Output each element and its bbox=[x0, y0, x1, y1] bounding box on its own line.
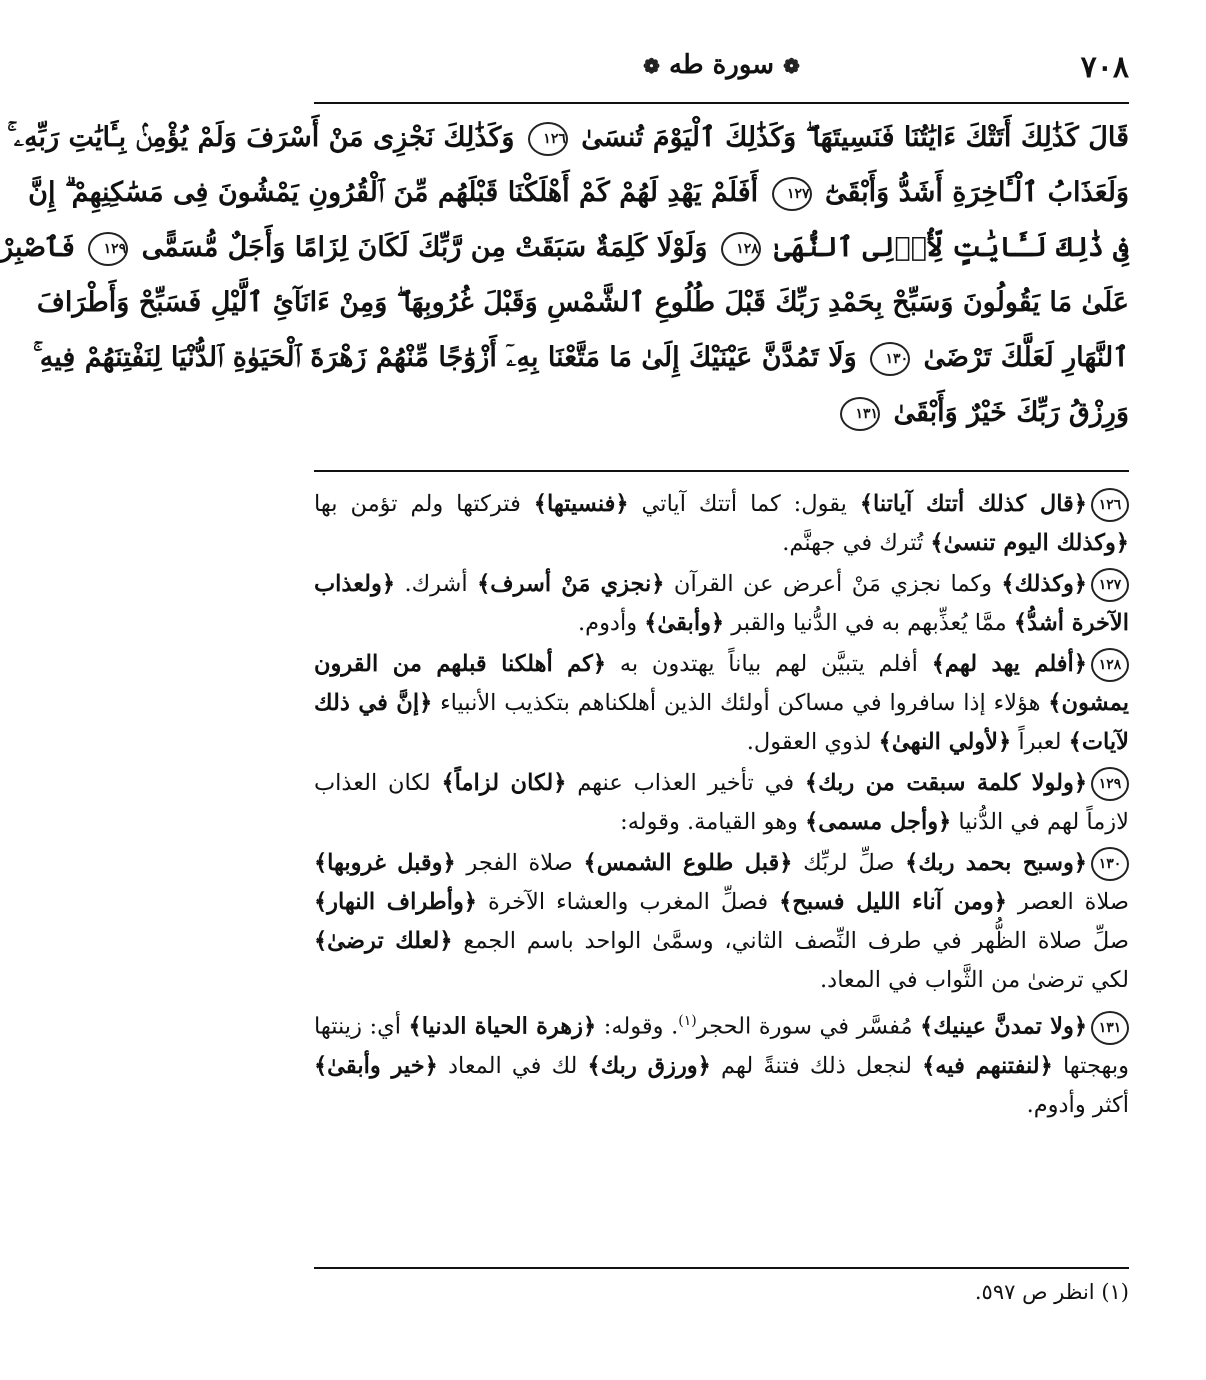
quran-line bbox=[36, 275, 1129, 330]
quran-line bbox=[7, 110, 1129, 165]
page-number: ٧٠٨ bbox=[1080, 50, 1129, 85]
quoted-verse: ﴿زهرة الحياة الدنيا﴾ bbox=[408, 1013, 597, 1040]
quoted-verse: ﴿إنَّ في ذلك لآيات﴾ bbox=[314, 690, 1129, 755]
quran-divider bbox=[314, 470, 1129, 472]
commentary-text: صلاة العصر bbox=[1006, 889, 1129, 915]
ornament-icon: ❁ bbox=[643, 54, 660, 78]
quran-text: وَرِزْقُ رَبِّكَ خَيْرٌ وَأَبْقَىٰ bbox=[884, 397, 1129, 428]
tafsir-entry bbox=[314, 485, 1129, 563]
commentary-text: لكي ترضىٰ من الثَّواب في المعاد. bbox=[820, 967, 1129, 993]
verse-number-marker: ١٣٠ bbox=[870, 342, 910, 376]
quran-line bbox=[33, 330, 1129, 385]
tafsir-block bbox=[314, 485, 1129, 1127]
quoted-verse: ﴿ورزق ربك﴾ bbox=[587, 1052, 711, 1079]
commentary-text: تُترك في جهنَّم. bbox=[782, 530, 931, 556]
quran-text: وَلَوْلَا كَلِمَةٌ سَبَقَتْ مِن رَّبِّكَ لَكَانَ لِزَامًا وَأَجَلٌ مُّسَمًّى bbox=[132, 232, 717, 263]
commentary-text: لك في المعاد bbox=[437, 1052, 588, 1079]
commentary-text: صلاة الفجر bbox=[455, 850, 584, 876]
quran-text: ٱلنَّهَارِ لَعَلَّكَ تَرْضَىٰ bbox=[914, 342, 1129, 373]
quoted-verse: ﴿كم أهلكنا قبلهم من القرون يمشون﴾ bbox=[314, 651, 1129, 716]
verse-number-marker: ١٣١ bbox=[1091, 1011, 1129, 1045]
commentary-text: أفلم يتبيَّن لهم بياناً يهتدون به bbox=[606, 651, 932, 677]
quoted-verse: ﴿ولعذاب الآخرة أشدُّ﴾ bbox=[314, 571, 1129, 636]
quran-text: أَفَلَمْ يَهْدِ لَهُمْ كَمْ أَهْلَكْنَا قَبْلَهُم مِّنَ ٱلْقُرُونِ يَمْشُونَ فِى مَسَٰكِنِهِمْ ۗ إِنَّ bbox=[28, 177, 768, 208]
quran-line bbox=[0, 220, 1129, 275]
quoted-verse: ﴿خير وأبقىٰ﴾ bbox=[314, 1052, 438, 1079]
quran-text: وَكَذَٰلِكَ نَجْزِى مَنْ أَسْرَفَ وَلَمْ يُؤْمِنۢ بِـَٔايَٰتِ رَبِّهِۦ ۚ bbox=[7, 122, 524, 153]
commentary-text: وهو القيامة. وقوله: bbox=[620, 809, 806, 835]
quoted-verse: ﴿ولا تمدنَّ عينيك﴾ bbox=[920, 1013, 1088, 1040]
commentary-text: لذوي العقول. bbox=[746, 729, 879, 755]
quoted-verse: ﴿ومن آناء الليل فسبح﴾ bbox=[779, 889, 1007, 915]
quoted-verse: ﴿وسبح بحمد ربك﴾ bbox=[905, 850, 1087, 876]
commentary-text: لنجعل ذلك فتنةً لهم bbox=[710, 1052, 923, 1079]
quoted-verse: ﴿قال كذلك أتتك آياتنا﴾ bbox=[859, 491, 1087, 517]
commentary-text: أشرك. bbox=[395, 571, 478, 597]
verse-number-marker: ١٢٦ bbox=[528, 122, 568, 156]
quoted-verse: ﴿لأولي النهىٰ﴾ bbox=[878, 729, 1012, 755]
footnote bbox=[975, 1280, 1129, 1304]
quran-line bbox=[314, 385, 1129, 440]
commentary-text: . وقوله: bbox=[596, 1013, 679, 1040]
quoted-verse: ﴿لعلك ترضىٰ﴾ bbox=[314, 928, 453, 954]
commentary-text: ممَّا يُعذِّبهم به في الدُّنيا والقبر bbox=[724, 610, 1014, 636]
quran-text: عَلَىٰ مَا يَقُولُونَ وَسَبِّحْ بِحَمْدِ رَبِّكَ قَبْلَ طُلُوعِ ٱلشَّمْسِ وَقَبْلَ غُرُوبِهَا ۖ وَمِنْ ءَانَآئِ ٱلَّيْلِ فَسَبِّحْ وَأَطْرَافَ bbox=[36, 287, 1129, 318]
footnote-reference: (١) bbox=[678, 1013, 697, 1029]
verse-number-marker: ١٣١ bbox=[840, 397, 880, 431]
quoted-verse: ﴿قبل طلوع الشمس﴾ bbox=[583, 850, 793, 876]
page-header bbox=[314, 30, 1129, 100]
commentary-text: هؤلاء إذا سافروا في مساكن أولئك الذين أهلكناهم بتكذيب الأنبياء bbox=[432, 690, 1049, 716]
commentary-text: يقول: كما أتتك آياتي bbox=[628, 491, 860, 517]
quran-text-block bbox=[0, 110, 1129, 455]
surah-title: سورة طه bbox=[668, 50, 775, 80]
quoted-verse: ﴿أفلم يهد لهم﴾ bbox=[931, 651, 1087, 677]
verse-number-marker: ١٢٧ bbox=[1091, 568, 1129, 602]
quoted-verse: ﴿لكان لزاماً﴾ bbox=[441, 770, 567, 796]
commentary-text: أكثر وأدوم. bbox=[1026, 1091, 1129, 1118]
footnote-marker: (١) bbox=[1101, 1280, 1129, 1304]
verse-number-marker: ١٢٨ bbox=[1091, 648, 1129, 682]
tafsir-entry bbox=[314, 645, 1129, 762]
tafsir-entry bbox=[314, 764, 1129, 842]
quran-text: فَٱصْبِرْ bbox=[0, 232, 85, 263]
verse-number-marker: ١٢٩ bbox=[88, 232, 128, 266]
footnote-divider bbox=[314, 1267, 1129, 1269]
quoted-verse: ﴿وكذلك اليوم تنسىٰ﴾ bbox=[930, 530, 1129, 556]
quoted-verse: ﴿وكذلك﴾ bbox=[1001, 571, 1087, 597]
verse-number-marker: ١٢٨ bbox=[721, 232, 761, 266]
quoted-verse: ﴿نجزي مَنْ أسرف﴾ bbox=[477, 571, 665, 597]
commentary-text: لعبراً bbox=[1011, 729, 1069, 755]
tafsir-entry bbox=[314, 565, 1129, 643]
commentary-text: لكان العذاب لازماً لهم في الدُّنيا bbox=[314, 770, 1129, 835]
commentary-text: فصلِّ المغرب والعشاء الآخرة bbox=[477, 889, 780, 915]
quoted-verse: ﴿لنفتنهم فيه﴾ bbox=[922, 1052, 1053, 1079]
footnote-text: انظر ص ٥٩٧. bbox=[974, 1280, 1095, 1304]
quran-text: فِى ذَٰلِكَ لَـَٔايَٰتٍ لِّأُو۟لِى ٱلنُّهَىٰ bbox=[764, 232, 1129, 263]
verse-number-marker: ١٢٦ bbox=[1091, 488, 1129, 522]
quoted-verse: ﴿فنسيتها﴾ bbox=[533, 491, 629, 517]
commentary-text: في تأخير العذاب عنهم bbox=[566, 770, 805, 796]
commentary-text: أي: زينتها وبهجتها bbox=[314, 1013, 1129, 1079]
verse-number-marker: ١٢٧ bbox=[772, 177, 812, 211]
quran-line bbox=[28, 165, 1129, 220]
header-divider bbox=[314, 102, 1129, 104]
commentary-text: وكما نجزي مَنْ أعرض عن القرآن bbox=[664, 571, 1002, 597]
commentary-text: صلِّ صلاة الظُّهر في طرف النِّصف الثاني، وسمَّىٰ الواحد باسم الجمع bbox=[452, 928, 1130, 954]
quoted-verse: ﴿وقبل غروبها﴾ bbox=[314, 850, 456, 876]
quran-text: قَالَ كَذَٰلِكَ أَتَتْكَ ءَايَٰتُنَا فَنَسِيتَهَا ۖ وَكَذَٰلِكَ ٱلْيَوْمَ تُنسَىٰ bbox=[571, 122, 1129, 153]
quoted-verse: ﴿وأبقىٰ﴾ bbox=[644, 610, 725, 636]
verse-number-marker: ١٢٩ bbox=[1091, 767, 1129, 801]
quoted-verse: ﴿وأطراف النهار﴾ bbox=[314, 889, 477, 915]
quoted-verse: ﴿وأجل مسمى﴾ bbox=[805, 809, 952, 835]
commentary-text: صلِّ لربِّك bbox=[792, 850, 906, 876]
quoted-verse: ﴿ولولا كلمة سبقت من ربك﴾ bbox=[804, 770, 1088, 796]
quran-text: وَلَا تَمُدَّنَّ عَيْنَيْكَ إِلَىٰ مَا مَتَّعْنَا بِهِۦٓ أَزْوَٰجًا مِّنْهُمْ زَهْرَةَ ٱلْحَيَوٰةِ ٱلدُّنْيَا لِنَفْتِنَهُمْ فِيهِ ۚ bbox=[33, 342, 867, 373]
surah-title-block bbox=[314, 50, 1129, 80]
quran-text: وَلَعَذَابُ ٱلْـَٔاخِرَةِ أَشَدُّ وَأَبْقَىٰٓ bbox=[815, 177, 1129, 208]
commentary-text: وأدوم. bbox=[577, 610, 645, 636]
ornament-icon: ❁ bbox=[783, 54, 800, 78]
verse-number-marker: ١٣٠ bbox=[1091, 847, 1129, 881]
tafsir-entry bbox=[314, 844, 1129, 1000]
page bbox=[0, 30, 1130, 1360]
tafsir-entry bbox=[314, 1002, 1129, 1125]
commentary-text: مُفسَّر في سورة الحجر bbox=[696, 1013, 921, 1040]
commentary-text: فتركتها ولم تؤمن بها bbox=[314, 491, 534, 517]
